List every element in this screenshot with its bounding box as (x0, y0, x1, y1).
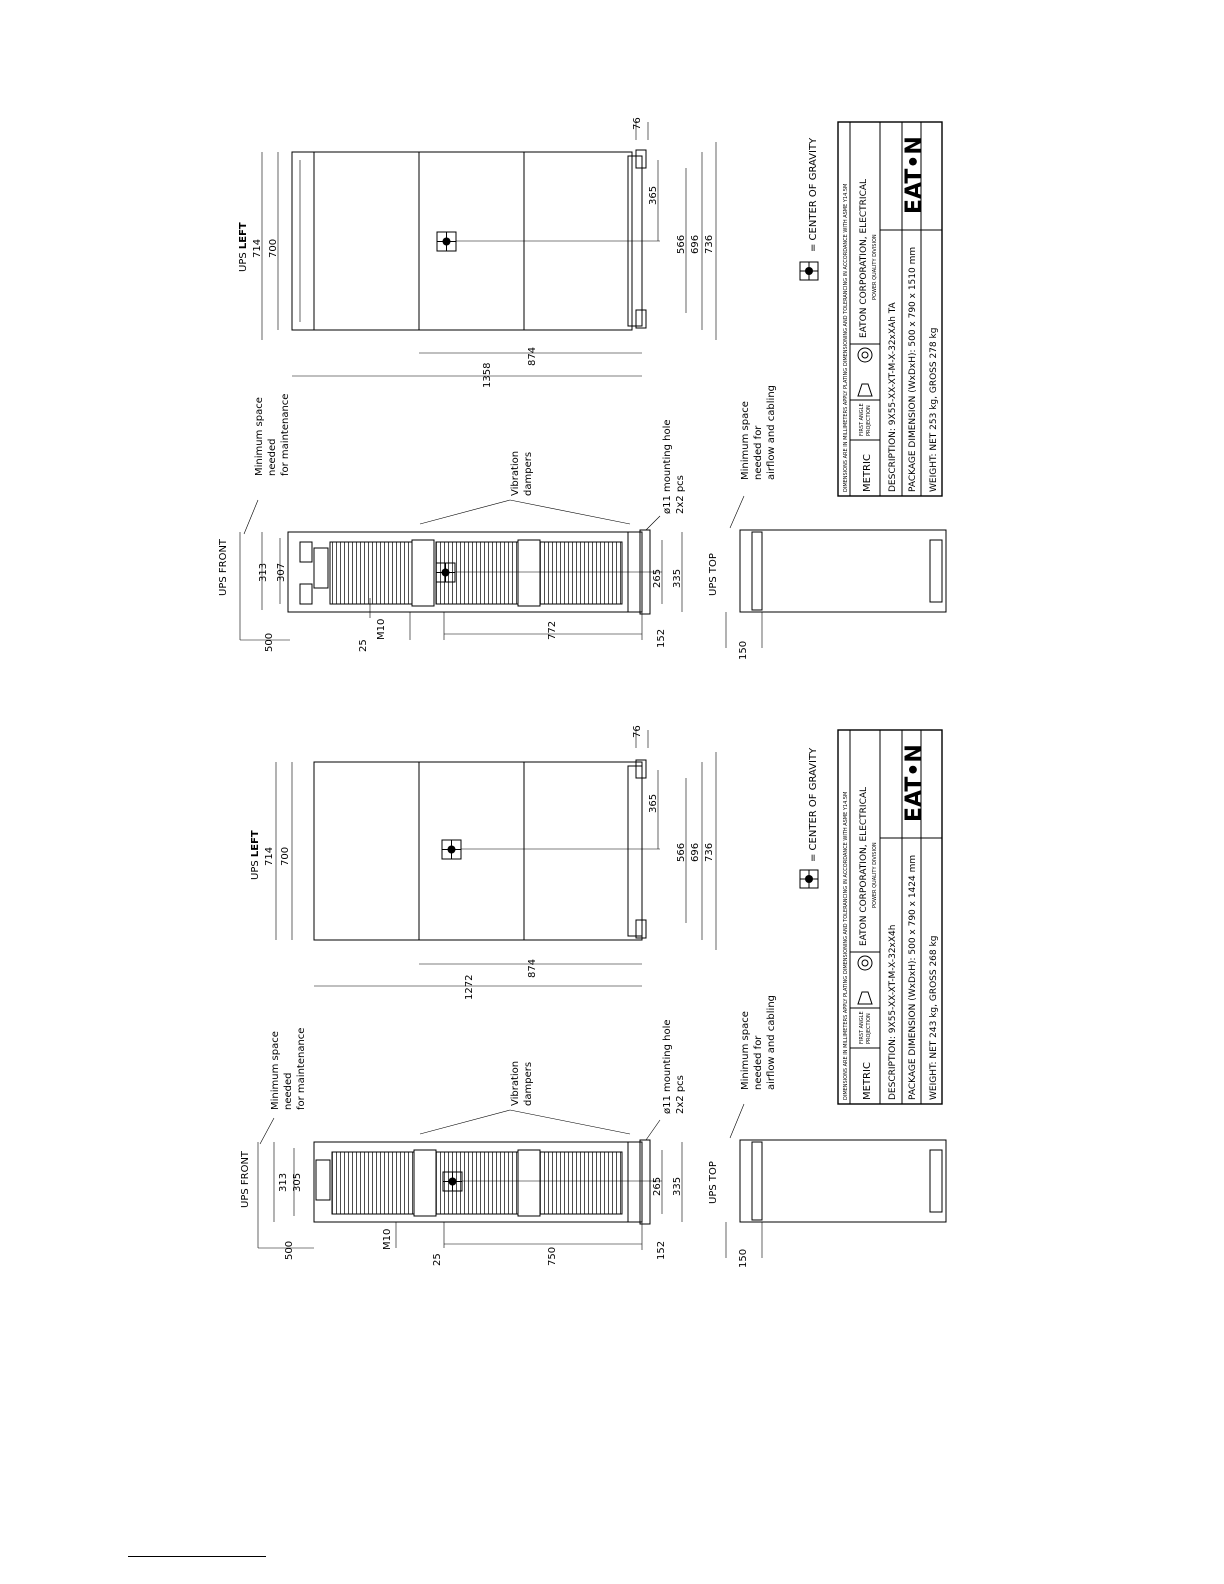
lower-dim-500: 500 (284, 1240, 295, 1260)
upper-front-title: UPS FRONT (218, 538, 229, 596)
svg-text:Minimum space: Minimum space (270, 1031, 281, 1110)
svg-text:DESCRIPTION: 9X55-XX-XT-M-X-32: DESCRIPTION: 9X55-XX-XT-M-X-32xXAh TA (888, 302, 898, 492)
lower-dim-25: 25 (432, 1253, 443, 1266)
svg-text:DESCRIPTION: 9X55-XX-XT-M-X-32: DESCRIPTION: 9X55-XX-XT-M-X-32xX4h (888, 924, 898, 1100)
upper-dim-150: 150 (738, 640, 749, 660)
svg-text:needed: needed (283, 1072, 294, 1110)
svg-text:for maintenance: for maintenance (280, 393, 291, 476)
lower-dim-714: 714 (264, 846, 275, 866)
svg-text:needed for: needed for (753, 425, 764, 480)
lower-left-cog-icon (442, 840, 461, 859)
lower-dim-335: 335 (672, 1176, 683, 1196)
svg-text:EATON CORPORATION, ELECTRICAL: EATON CORPORATION, ELECTRICAL (859, 786, 869, 946)
upper-dim-365: 365 (648, 185, 659, 205)
upper-dim-height-total: 1358 (482, 362, 493, 388)
upper-dim-500: 500 (264, 632, 275, 652)
svg-text:METRIC: METRIC (862, 454, 873, 492)
upper-sheet (218, 117, 946, 660)
lower-eaton-logo: EAT•N (902, 744, 927, 822)
lower-top-title: UPS TOP (708, 1161, 719, 1204)
lower-left-cabinet (314, 762, 642, 940)
lower-legend-text: = CENTER OF GRAVITY (808, 747, 819, 862)
lower-sheet (240, 725, 946, 1268)
lower-projection (859, 1011, 872, 1044)
svg-text:DIMENSIONING AND TOLERANCING I: DIMENSIONING AND TOLERANCING IN ACCORDANCE WITH ASME Y14.5M (843, 183, 849, 366)
lower-ups-top-view (708, 1140, 946, 1268)
lower-ups-front-view (240, 1140, 683, 1266)
upper-left-cog-icon (437, 232, 456, 251)
lower-dim-height-total: 1272 (464, 974, 475, 1000)
svg-text:Minimum space: Minimum space (740, 1011, 751, 1090)
svg-text:PACKAGE DIMENSION (WxDxH): 500: PACKAGE DIMENSION (WxDxH): 500 x 790 x 1424 mm (908, 854, 918, 1100)
lower-dim-700: 700 (280, 846, 291, 866)
upper-projection (859, 403, 872, 436)
lower-legend-cog-icon (800, 870, 818, 888)
svg-text:WEIGHT: NET 253 kg, GROSS 278: WEIGHT: NET 253 kg, GROSS 278 kg (929, 327, 939, 492)
upper-ups-top-view (708, 530, 946, 660)
upper-legend-text: = CENTER OF GRAVITY (808, 137, 819, 252)
svg-text:DIMENSIONS ARE IN MILLIMETERS: DIMENSIONS ARE IN MILLIMETERS APPLY PLATING (843, 975, 849, 1100)
lower-dim-313: 313 (278, 1172, 289, 1192)
svg-text:Vibration: Vibration (510, 450, 521, 496)
svg-text:FIRST ANGLE: FIRST ANGLE (859, 403, 865, 436)
lower-dim-150: 150 (738, 1248, 749, 1268)
svg-text:POWER QUALITY DIVISION: POWER QUALITY DIVISION (872, 234, 878, 300)
svg-text:METRIC: METRIC (862, 1062, 873, 1100)
lower-dim-265: 265 (652, 1176, 663, 1196)
lower-note-airflow (740, 995, 777, 1090)
lower-note-mounting (662, 1019, 686, 1114)
upper-dim-152: 152 (656, 628, 667, 648)
upper-dim-696: 696 (690, 234, 701, 254)
upper-legend-cog-icon (800, 262, 818, 280)
upper-dim-335: 335 (672, 568, 683, 588)
svg-text:for maintenance: for maintenance (296, 1027, 307, 1110)
svg-text:dampers: dampers (523, 1061, 534, 1106)
lower-dim-566: 566 (676, 842, 687, 862)
lower-projection-symbol-icon (858, 956, 872, 1004)
upper-note-airflow (740, 385, 777, 480)
upper-dim-m10: M10 (376, 618, 387, 640)
upper-eaton-logo: EAT•N (902, 136, 927, 214)
upper-dim-front-offset: 772 (547, 620, 558, 640)
upper-note-mounting (662, 419, 686, 514)
lower-dim-76: 76 (632, 725, 643, 738)
svg-text:Vibration: Vibration (510, 1060, 521, 1106)
svg-text:airflow and cabling: airflow and cabling (766, 995, 777, 1090)
svg-text:PROJECTION: PROJECTION (866, 1013, 872, 1044)
lower-top-cabinet (740, 1140, 946, 1222)
lower-dim-m10: M10 (382, 1228, 393, 1250)
svg-text:PACKAGE DIMENSION (WxDxH): 500: PACKAGE DIMENSION (WxDxH): 500 x 790 x 1510 mm (908, 246, 918, 492)
lower-dim-736: 736 (704, 842, 715, 862)
upper-dim-874: 874 (527, 346, 538, 366)
svg-text:FIRST ANGLE: FIRST ANGLE (859, 1011, 865, 1044)
svg-text:needed: needed (267, 438, 278, 476)
svg-text:DIMENSIONING AND TOLERANCING I: DIMENSIONING AND TOLERANCING IN ACCORDANCE WITH ASME Y14.5M (843, 791, 849, 974)
lower-annotations (260, 995, 777, 1144)
upper-projection-symbol-icon (858, 348, 872, 396)
upper-note-maintenance (254, 394, 291, 476)
upper-dim-566: 566 (676, 234, 687, 254)
upper-ups-left-view (238, 117, 716, 388)
lower-note-dampers (510, 1061, 534, 1106)
svg-text:2x2 pcs: 2x2 pcs (675, 1075, 686, 1114)
lower-dim-696: 696 (690, 842, 701, 862)
svg-text:ø11 mounting hole: ø11 mounting hole (662, 1019, 673, 1114)
svg-text:Minimum space: Minimum space (740, 401, 751, 480)
svg-text:WEIGHT: NET 243 kg, GROSS 268: WEIGHT: NET 243 kg, GROSS 268 kg (929, 935, 939, 1100)
upper-annotations (244, 385, 777, 534)
svg-text:POWER QUALITY DIVISION: POWER QUALITY DIVISION (872, 842, 878, 908)
lower-dim-152: 152 (656, 1240, 667, 1260)
svg-text:Minimum space: Minimum space (254, 397, 265, 476)
footnote-rule (128, 1556, 266, 1557)
upper-left-title: UPS LEFT (238, 222, 249, 272)
upper-dim-313: 313 (258, 562, 269, 582)
upper-legend (800, 137, 819, 280)
lower-left-title: UPS LEFT (250, 830, 261, 880)
svg-text:dampers: dampers (523, 451, 534, 496)
svg-text:2x2 pcs: 2x2 pcs (675, 475, 686, 514)
svg-text:needed for: needed for (753, 1035, 764, 1090)
lower-dim-front-offset: 750 (547, 1246, 558, 1266)
lower-front-title: UPS FRONT (240, 1150, 251, 1208)
upper-dim-700: 700 (268, 238, 279, 258)
upper-dim-265: 265 (652, 568, 663, 588)
upper-top-title: UPS TOP (708, 553, 719, 596)
upper-dim-714: 714 (252, 238, 263, 258)
upper-dim-736: 736 (704, 234, 715, 254)
lower-ups-left-view (250, 725, 716, 1000)
svg-text:ø11 mounting hole: ø11 mounting hole (662, 419, 673, 514)
upper-dim-bottom-spacer: 307 (276, 562, 287, 582)
upper-title-block (838, 122, 942, 496)
lower-dim-365: 365 (648, 793, 659, 813)
lower-legend (800, 747, 819, 888)
upper-ups-front-view (218, 530, 683, 652)
lower-dim-874: 874 (527, 958, 538, 978)
lower-note-maintenance (270, 1028, 307, 1110)
lower-title-block (838, 730, 942, 1104)
lower-dim-bottom-spacer: 305 (292, 1172, 303, 1192)
svg-text:PROJECTION: PROJECTION (866, 405, 872, 436)
svg-text:DIMENSIONS ARE IN MILLIMETERS: DIMENSIONS ARE IN MILLIMETERS APPLY PLATING (843, 367, 849, 492)
upper-note-dampers (510, 451, 534, 496)
svg-text:EATON CORPORATION, ELECTRICAL: EATON CORPORATION, ELECTRICAL (859, 178, 869, 338)
upper-top-cabinet (740, 530, 946, 612)
upper-dim-25: 25 (358, 639, 369, 652)
svg-text:airflow and cabling: airflow and cabling (766, 385, 777, 480)
upper-dim-76: 76 (632, 117, 643, 130)
